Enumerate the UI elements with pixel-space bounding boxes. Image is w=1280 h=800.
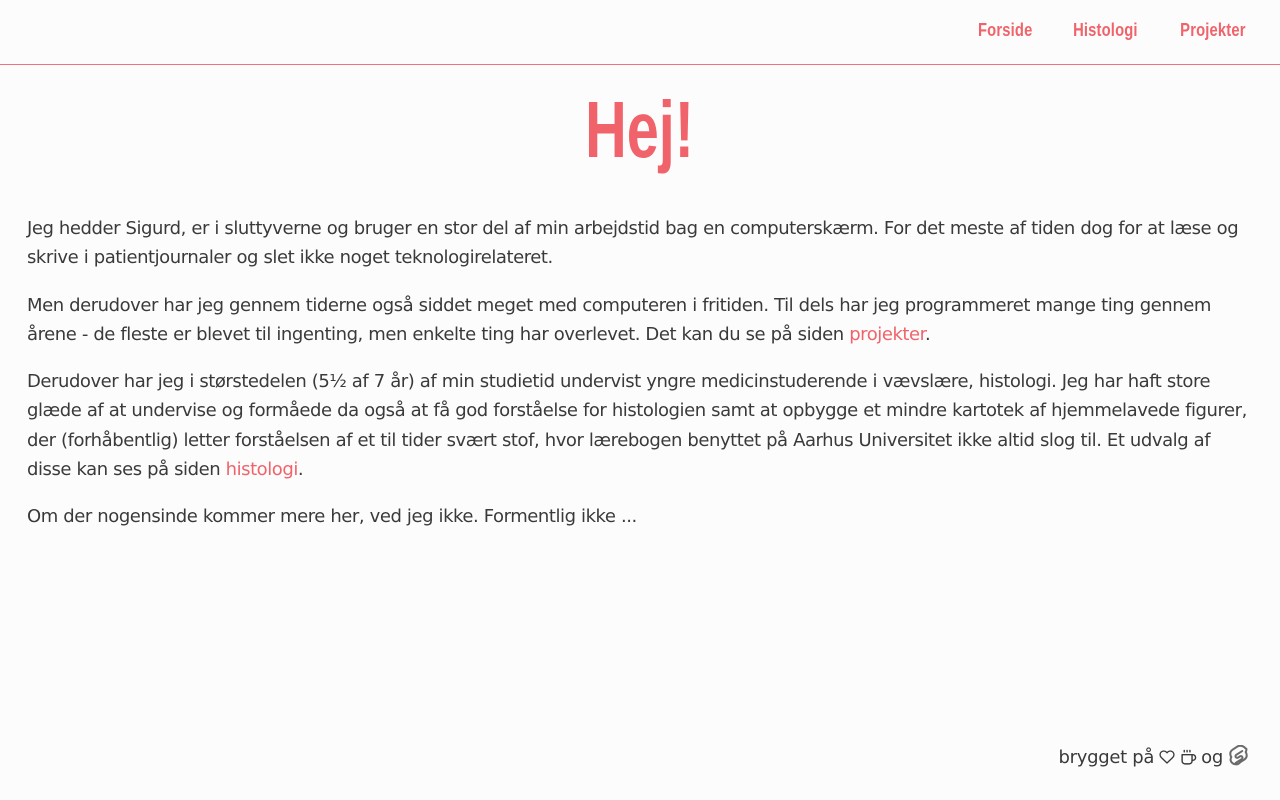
closing-paragraph: Om der nogensinde kommer mere her, ved jeg ikke. Formentlig ikke ... bbox=[27, 506, 637, 528]
top-navigation-bar bbox=[0, 0, 1280, 65]
nav-link-histologi[interactable]: Histologi bbox=[1073, 20, 1139, 40]
histology-link[interactable]: histologi bbox=[225, 459, 298, 481]
nav-link-forside[interactable]: Forside bbox=[977, 20, 1033, 40]
main-nav bbox=[972, 20, 1253, 41]
coffee-icon bbox=[1180, 749, 1197, 766]
footer-and-text: og bbox=[1201, 746, 1223, 768]
projects-paragraph-end: . bbox=[924, 323, 931, 345]
projects-paragraph bbox=[27, 291, 1253, 350]
svelte-icon bbox=[1228, 745, 1250, 769]
intro-paragraph: Jeg hedder Sigurd, er i sluttyverne og bruger en stor del af min arbejdstid bag en computerskærm. For det meste af tiden dog for at læse og skrive i patientjournaler og slet ikke noget teknologirelateret. bbox=[27, 218, 1239, 269]
histology-paragraph-text: Derudover har jeg i størstedelen (5½ af 7 år) af min studietid undervist yngre medicinstuderende i vævslære, histologi. Jeg har haft store glæde af at undervise og formåede da også at få god forståelse for histologien samt at opbygge et mindre kartotek af hjemmelavede figurer, der (forhåbentlig) letter forståelsen af et til tider svært stof, hvor lærebogen benyttet på Aarhus Universitet ikke altid slog til. Et udvalg af disse kan ses på siden bbox=[27, 371, 1247, 481]
footer bbox=[1059, 745, 1250, 769]
histology-paragraph-end: . bbox=[297, 459, 304, 481]
footer-text: brygget på bbox=[1058, 746, 1155, 768]
histology-paragraph bbox=[27, 367, 1253, 484]
heart-icon bbox=[1159, 749, 1175, 765]
page-title-text: Hej! bbox=[585, 85, 695, 174]
nav-link-projekter[interactable]: Projekter bbox=[1180, 20, 1246, 40]
page-title bbox=[0, 80, 1280, 180]
projects-link[interactable]: projekter bbox=[849, 323, 925, 345]
projects-paragraph-text: Men derudover har jeg gennem tiderne også siddet meget med computeren i fritiden. Til dels har jeg programmeret mange ting gennem årene - de fleste er blevet til ingenting, men enkelte ting har overlevet. Det kan du se på siden bbox=[27, 294, 1211, 345]
main-content bbox=[27, 214, 1253, 550]
